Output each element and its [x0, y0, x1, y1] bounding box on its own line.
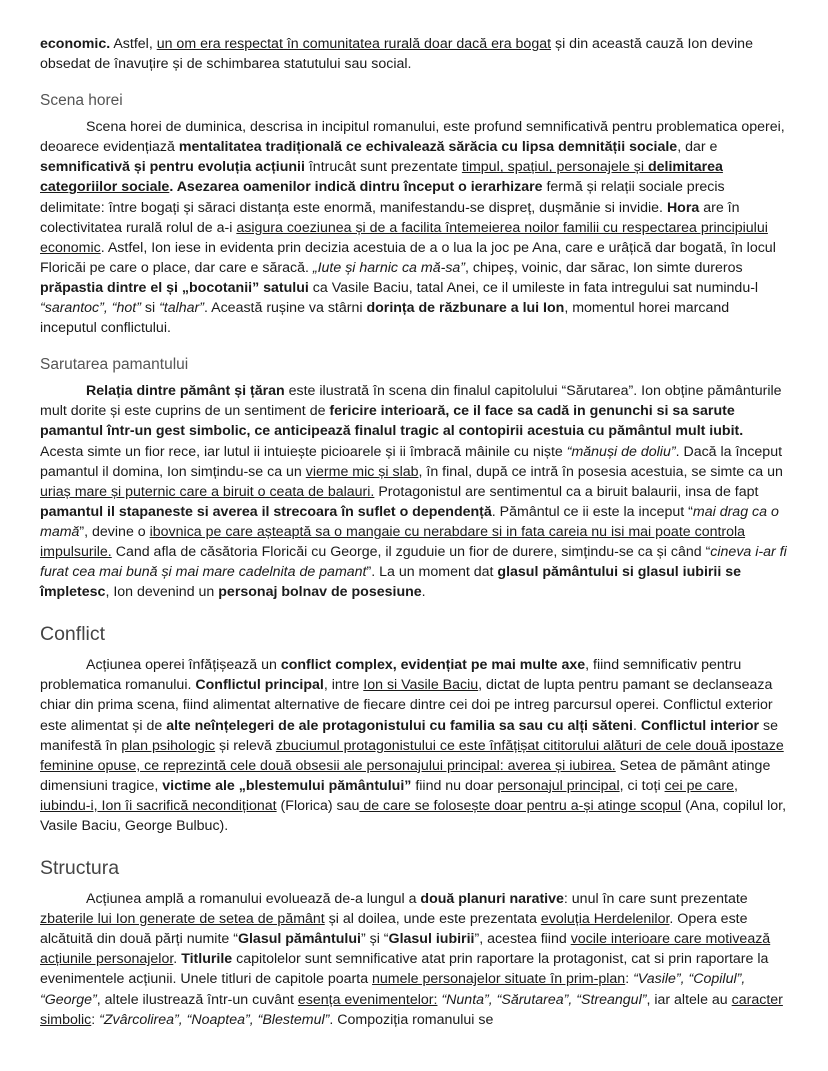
text-run: : unul în care sunt prezentate	[563, 891, 748, 908]
text-run: . Astfel, Ion iese in evidenta prin decizia acestuia de a o lua la joc pe Ana, care e urâțică dar bogată, în locul Floricăi pe care o place, dar care e săracă.	[40, 239, 776, 276]
text-run: ”. La un moment dat	[366, 564, 498, 581]
text-run: Acesta simte un fior rece, iar lutul ii intuiește picioarele și ii îmbracă mâinile cu niște	[40, 443, 567, 460]
text-run: Protagonistul are sentimentul ca a biruit balaurii, insa de fapt	[374, 483, 759, 500]
text-run: Astfel,	[110, 36, 157, 52]
text-run: personaj bolnav de posesiune	[218, 584, 422, 601]
text-run: , intre	[323, 677, 364, 694]
text-run: capitolelor sunt semnificative atat prin raportare la protagonist, cat si prin raportare la evenimentele acțiunii. Unele titluri de capitole poarta	[40, 951, 769, 988]
text-run: și din această cauză Ion devine obsedat de înavuțire și de schimbarea statutului sau social.	[40, 36, 753, 73]
paragraph-intro	[40, 34, 788, 74]
text-run: cineva i-ar fi furat cea mai bună și mai mare cadelnita de pamant	[40, 543, 787, 581]
text-run: .	[169, 179, 177, 196]
text-run: . Pământul ce ii este la inceput “	[491, 503, 693, 520]
text-run: .	[632, 717, 641, 734]
text-run: , iar altele au	[646, 991, 732, 1008]
text-run: economic.	[40, 36, 111, 52]
text-run: timpul, spațiul, personajele și	[461, 159, 648, 176]
text-run: pamantul il stapaneste si averea il strecoara în suflet o dependență	[40, 503, 492, 520]
text-run: , în final, după ce intră în posesia acestuia, se simte ca un	[418, 463, 783, 480]
text-run: cei pe care, iubindu-i, Ion îi sacrifică necondiționat	[40, 777, 738, 814]
text-run: de care se folosește doar pentru a-și atinge scopul	[359, 797, 682, 814]
text-run: “mănuși de doliu”	[566, 443, 676, 460]
text-run: Conflictul interior	[640, 717, 760, 734]
heading-conflict: Conflict	[40, 623, 106, 646]
text-run: ibovnica pe care așteaptă sa o mangaie cu nerabdare si in fata careia nu isi mai poate controla impulsurile.	[40, 523, 746, 560]
text-run: si	[140, 300, 160, 317]
paragraph-conflict	[40, 655, 788, 836]
text-run: personajul principal	[497, 777, 620, 794]
text-run: Hora	[666, 199, 700, 216]
text-run: fiind nu doar	[411, 777, 498, 794]
text-run: . Opera este alcătuită din două părți numite “	[40, 911, 748, 948]
text-run: uriaș mare și puternic care a biruit o ceata de balauri.	[40, 483, 375, 500]
paragraph-scena-horei	[40, 117, 788, 338]
text-run: plan psihologic	[121, 737, 216, 754]
text-run: (Florica) sau	[276, 797, 360, 814]
text-run: vierme mic și slab	[305, 463, 419, 480]
text-run: , dar e	[677, 139, 718, 156]
text-run: conflict complex, evidențiat pe mai multe axe	[280, 657, 586, 674]
text-run: . Dacă la început pamantul il domina, Ion simțindu-se ca un	[40, 443, 783, 480]
text-run: delimitarea categoriilor sociale	[40, 159, 723, 196]
text-run: prăpastia dintre el și „bocotanii” satului	[40, 279, 309, 296]
text-run: , dictat de lupta pentru pamant se declanseaza chiar din prima scena, fiind alimentat alternative de fiecare dintre cei doi pe intreg parcursul operei. Conflictul exterior este alimentat și de	[40, 677, 773, 734]
text-run: Setea de pământ atinge dimensiuni tragice,	[40, 757, 771, 794]
text-run: , momentul horei marcand inceputul conflictului.	[40, 300, 730, 337]
text-run: este ilustrată în scena din finalul capitolului “Sărutarea”. Ion obține pământurile mult dorite și este cuprins de un sentiment de	[40, 383, 782, 420]
text-run: numele personajelor situate în prim-plan	[372, 971, 626, 988]
paragraph-sarutarea	[40, 381, 788, 602]
text-run: . Această rușine va stârni	[204, 300, 367, 317]
text-run: esența evenimentelor:	[297, 991, 438, 1008]
text-run: evoluția Herdelenilor	[540, 911, 670, 928]
text-run: zbuciumul protagonistului ce este înfățișat cititorului alături de cele două ipostaze feminine opuse, ce reprezintă cele două obsesii ale personajului principal: averea și iubirea.	[40, 737, 784, 774]
paragraph-structura	[40, 889, 788, 1030]
text-run: caracter simbolic	[40, 991, 783, 1028]
text-run: mentalitatea tradițională ce echivalează sărăcia cu lipsa demnității sociale	[178, 139, 678, 156]
text-run: și relevă	[215, 737, 276, 754]
text-run: Acțiunea operei înfățișează un	[86, 657, 281, 674]
text-run: ca Vasile Baciu, tatal Anei, ce il umileste in fata intregului sat numindu-l	[308, 279, 759, 296]
text-run: , chipeș, voinic, dar sărac, Ion simte dureros	[465, 259, 743, 276]
text-run: , fiind semnificativ pentru problematica romanului.	[40, 657, 742, 694]
text-run: are în colectivitatea rurală rolul de a-i	[40, 199, 740, 236]
text-run: fericire interioară, ce il face sa cadă in genunchi si sa sarute pamantul într-un gest simbolic, ce anticipează finalul tragic al contopirii acestuia cu pământul mult iubit.	[40, 403, 744, 440]
text-run: Conflictul principal	[195, 677, 324, 694]
text-run: ”, acestea fiind	[474, 931, 571, 948]
text-run: și al doilea, unde este prezentata	[324, 911, 541, 928]
text-run: .	[173, 951, 182, 968]
text-run: fermă și relații sociale precis delimitate: între bogați și săraci distanța este enormă, manifestandu-se dispreț, dușmănie si invidie.	[40, 179, 725, 216]
text-run: dorința de răzbunare a lui Ion	[366, 300, 565, 317]
text-run: Glasul pământului	[237, 931, 361, 948]
heading-sarutarea-pamantului: Sarutarea pamantului	[40, 356, 189, 374]
text-run: victime ale „blestemului pământului”	[162, 777, 412, 794]
text-run: „Iute și harnic ca mă-sa”	[312, 259, 466, 276]
text-run: “sarantoc”, “hot”	[40, 300, 141, 317]
text-run: Ion si Vasile Baciu	[363, 677, 479, 694]
text-run: asigura coeziunea și de a facilita întemeierea noilor familii cu respectarea principiului economic	[40, 219, 768, 256]
text-run: , ci toți	[619, 777, 665, 794]
text-run: ” și “	[360, 931, 389, 948]
text-run: mai drag ca o mamă	[40, 503, 779, 540]
text-run: se manifestă în	[40, 717, 778, 754]
text-run: .	[421, 584, 426, 601]
text-run: Acțiunea amplă a romanului evoluează de-a lungul a	[86, 891, 421, 908]
text-run: , Ion devenind un	[105, 584, 219, 601]
text-run: “Zvârcolirea”, “Noaptea”, “Blestemul”	[99, 1011, 330, 1028]
text-run: :	[91, 1011, 100, 1028]
text-run: două planuri narative	[420, 891, 564, 908]
text-run: “Vasile”, “Copilul”, “George”	[40, 971, 746, 1008]
text-run: zbaterile lui Ion generate de setea de pământ	[40, 911, 325, 928]
text-run: Asezarea oamenilor indică dintru început o ierarhizare	[176, 179, 543, 196]
text-run: Scena horei de duminica, descrisa in incipitul romanului, este profund semnificativă pentru problematica operei, deoarece evidențiază	[40, 119, 785, 156]
text-run: Relația dintre pământ și țăran	[86, 383, 285, 400]
text-run: (Ana, copilul lor, Vasile Baciu, George Bulbuc).	[40, 797, 787, 834]
text-run: Glasul iubirii	[388, 931, 475, 948]
text-run: alte neînțelegeri de ale protagonistului cu familia sa sau cu alți săteni	[166, 717, 633, 734]
text-run: , altele ilustrează într-un cuvânt	[96, 991, 298, 1008]
text-run: întrucât sunt prezentate	[304, 159, 462, 176]
heading-structura: Structura	[40, 857, 120, 880]
text-run: ”, devine o	[79, 523, 150, 540]
text-run: vocile interioare care motivează acțiunile personajelor	[40, 931, 771, 968]
heading-scena-horei: Scena horei	[40, 92, 123, 110]
text-run: Cand afla de căsătoria Floricăi cu George, il zguduie un fior de durere, simțindu-se ca și când “	[111, 543, 711, 560]
text-run: un om era respectat în comunitatea rurală doar dacă era bogat	[156, 36, 552, 52]
text-run: . Compoziția romanului se	[329, 1011, 494, 1028]
text-run: semnificativă și pentru evoluția acțiunii	[40, 159, 305, 176]
text-run: :	[625, 971, 634, 988]
text-run: “Nunta”, “Sărutarea”, “Streangul”	[441, 991, 647, 1008]
text-run: glasul pământului si glasul iubirii se împletesc	[40, 564, 742, 601]
text-run: Titlurile	[181, 951, 233, 968]
text-run: “talhar”	[159, 300, 205, 317]
